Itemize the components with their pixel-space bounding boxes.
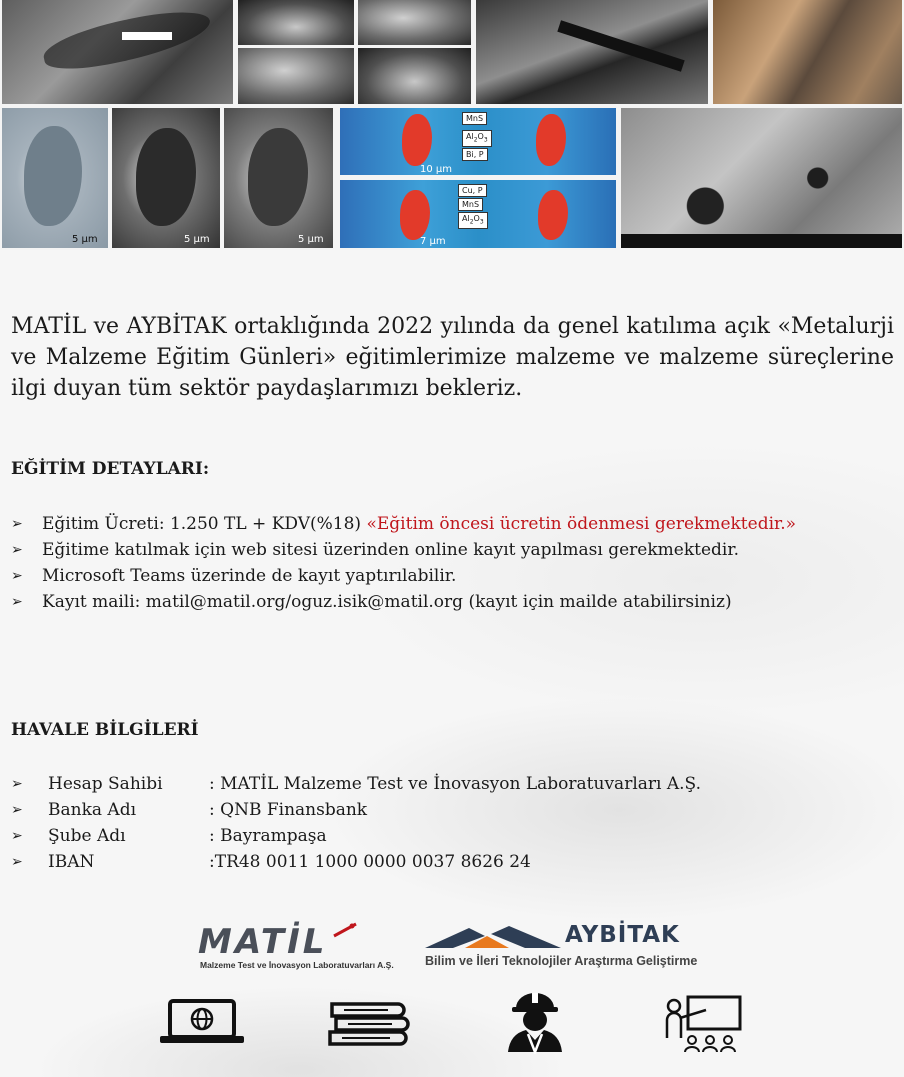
details-list <box>11 511 831 615</box>
sem-photo-4 <box>358 48 471 104</box>
worker-helmet-icon <box>506 990 564 1058</box>
map-label: MnS <box>462 112 487 125</box>
arrow-bullet-icon: ➢ <box>11 776 23 792</box>
arrow-bullet-icon: ➢ <box>11 802 23 818</box>
arrow-bullet-icon: ➢ <box>11 542 23 558</box>
bank-heading: HAVALE BİLGİLERİ <box>11 720 199 740</box>
scale-label: 5 µm <box>72 234 98 245</box>
arrow-bullet-icon: ➢ <box>11 568 23 584</box>
teacher-board-icon <box>662 994 744 1058</box>
map-label: $Al_2O_3$ <box>458 212 488 229</box>
eds-map-top <box>340 108 616 175</box>
arrow-bullet-icon: ➢ <box>11 828 23 844</box>
map-label: MnS <box>458 198 483 211</box>
micrograph-3 <box>224 108 333 248</box>
aybitak-logo: AYBİTAK Bilim ve İleri Teknolojiler Araştırma Geliştirme <box>425 922 698 968</box>
scale-label: 5 µm <box>298 234 324 245</box>
bank-row: ➢ Banka Adı : QNB Finansbank <box>11 797 891 823</box>
scale-label: 5 µm <box>184 234 210 245</box>
map-label: Bi, P <box>462 148 488 161</box>
eds-map-bottom <box>340 180 616 248</box>
scale-label: 10 µm <box>420 164 453 175</box>
scale-label: 7 µm <box>420 236 446 247</box>
map-label: $Al_2O_3$ <box>462 130 492 147</box>
fee-note: «Eğitim öncesi ücretin ödenmesi gerekmektedir.» <box>366 514 797 534</box>
sem-photo-3 <box>238 48 354 104</box>
iban-value: :TR48 0011 1000 0000 0037 8626 24 <box>209 852 531 872</box>
list-item <box>11 511 831 537</box>
list-item: ➢ Eğitime katılmak için web sitesi üzerinden online kayıt yapılması gerekmektedir. <box>11 537 831 563</box>
fee-text: Eğitim Ücreti: 1.250 TL + KDV(%18) <box>42 514 367 534</box>
arrow-bullet-icon: ➢ <box>11 854 23 870</box>
details-heading: EĞİTİM DETAYLARI: <box>11 459 210 479</box>
micrograph-1 <box>2 108 108 248</box>
matil-accent-icon <box>332 922 358 938</box>
fracture-photo-1 <box>2 0 233 104</box>
gear-photo <box>713 0 902 104</box>
sem-photo-2 <box>358 0 471 45</box>
laptop-globe-icon <box>158 998 246 1050</box>
matil-logo: MATİL Malzeme Test ve İnovasyon Laboratuvarları A.Ş. <box>198 922 394 970</box>
sem-photo-1 <box>238 0 354 45</box>
map-label: Cu, P <box>458 184 487 197</box>
arrow-bullet-icon: ➢ <box>11 594 23 610</box>
intro-paragraph: MATİL ve AYBİTAK ortaklığında 2022 yılında da genel katılıma açık «Metalurji ve Malzeme Eğitim Günleri» eğitimlerimize malzeme ve malzeme süreçlerine ilgi duyan tüm sektör paydaşlarımızı bekleriz. <box>11 314 894 401</box>
books-icon <box>326 996 410 1054</box>
bank-info-list <box>11 771 891 875</box>
arrow-bullet-icon: ➢ <box>11 516 23 532</box>
crack-photo <box>476 0 708 104</box>
bank-row: ➢ Hesap Sahibi : MATİL Malzeme Test ve İnovasyon Laboratuvarları A.Ş. <box>11 771 891 797</box>
list-item: ➢ Microsoft Teams üzerinde de kayıt yaptırılabilir. <box>11 563 831 589</box>
micrograph-2 <box>112 108 220 248</box>
fractography-photo <box>621 108 902 248</box>
aybitak-mark-icon <box>425 924 563 950</box>
bank-row: ➢ IBAN :TR48 0011 1000 0000 0037 8626 24 <box>11 849 891 875</box>
list-item <box>11 589 831 615</box>
bank-row: ➢ Şube Adı : Bayrampaşa <box>11 823 891 849</box>
registration-email: Kayıt maili: matil@matil.org/oguz.isik@matil.org (kayıt için mailde atabilirsiniz) <box>42 592 732 612</box>
